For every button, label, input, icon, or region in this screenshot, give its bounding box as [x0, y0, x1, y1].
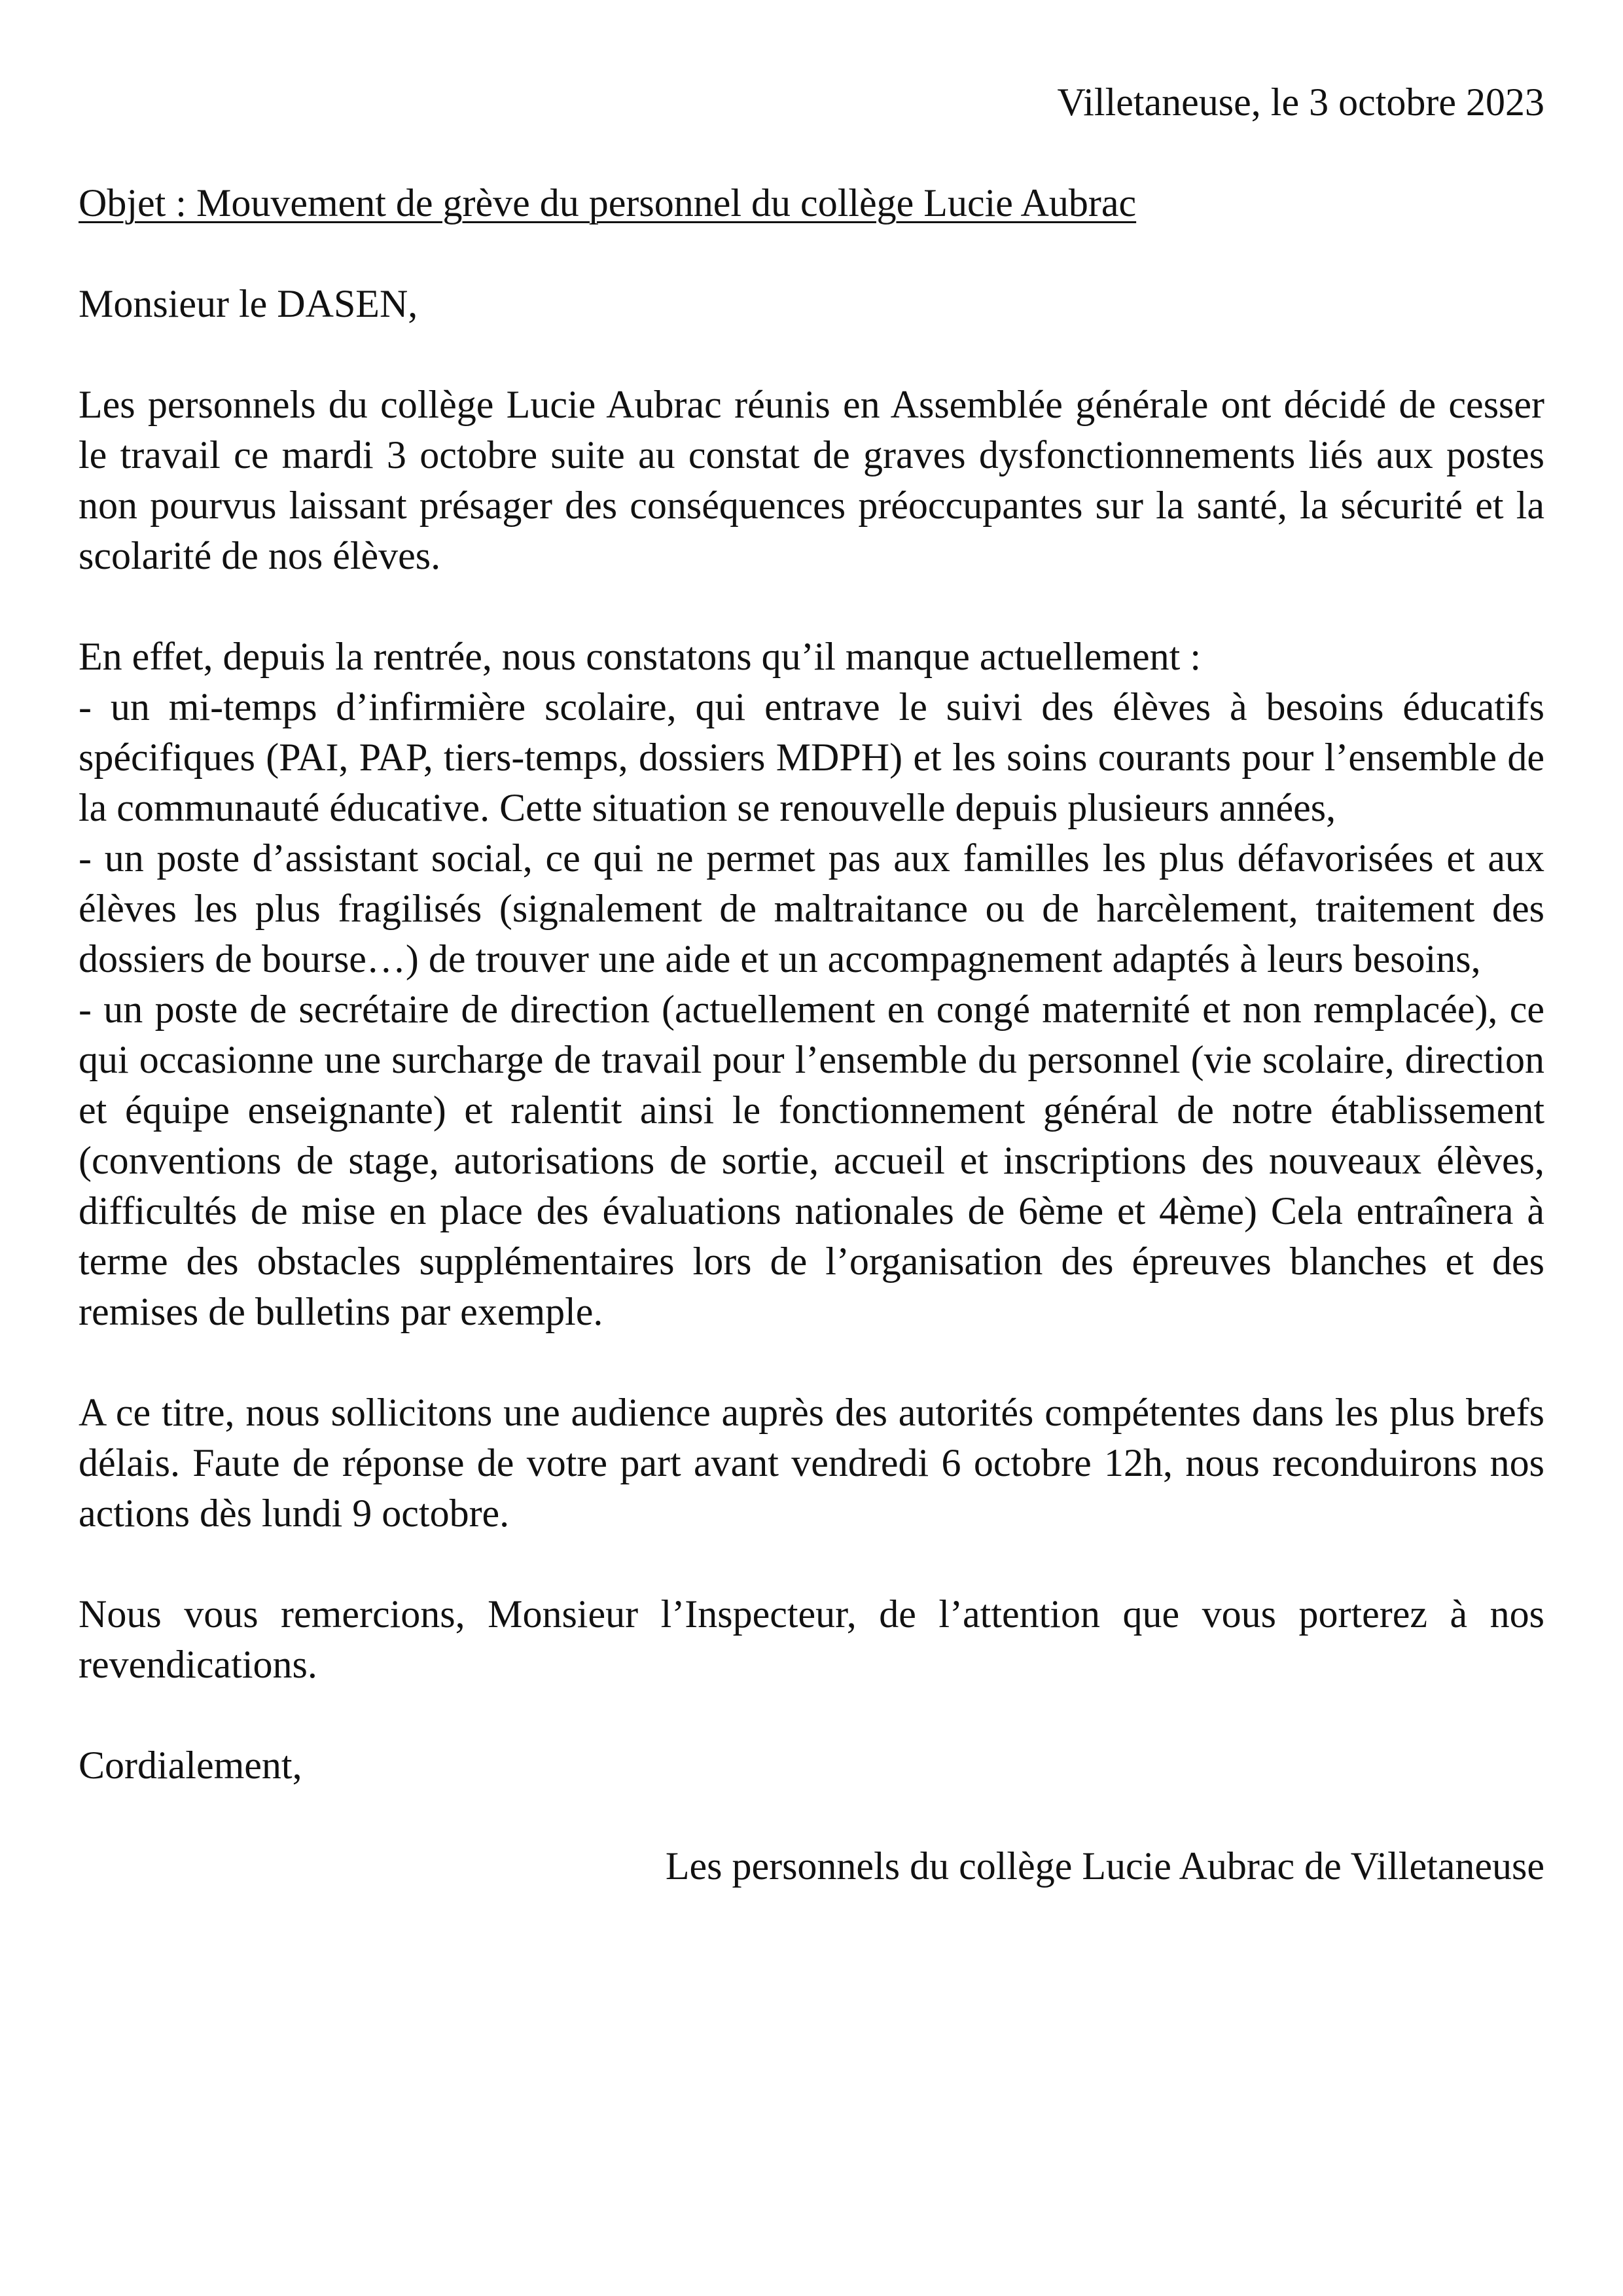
letter-body — [79, 77, 1544, 1892]
date-line: Villetaneuse, le 3 octobre 2023 — [1057, 81, 1544, 124]
subject-line: Objet : Mouvement de grève du personnel du collège Lucie Aubrac — [79, 181, 1137, 224]
list-item-nurse: - un mi-temps d’infirmière scolaire, qui entrave le suivi des élèves à besoins éducatifs spécifiques (PAI, PAP, tiers-temps, dossiers MDPH) et les soins courants pour l’ensemble de la communauté éducative. Cette situation se renouvelle depuis plusieurs années, — [79, 685, 1544, 829]
salutation: Monsieur le DASEN, — [79, 282, 418, 325]
list-item-secretary: - un poste de secrétaire de direction (actuellement en congé maternité et non remplacée), ce qui occasionne une surcharge de travail pour l’ensemble du personnel (vie scolaire, direction et équipe enseignante) et ralentit ainsi le fonctionnement général de notre établissement (conventions de stage, autorisations de sortie, accueil et inscriptions des nouveaux élèves, difficultés de mise en place des évaluations nationales de 6ème et 4ème) Cela entraînera à terme des obstacles supplémentaires lors de l’organisation des épreuves blanches et des remises de bulletins par exemple. — [79, 988, 1544, 1333]
paragraph-request: A ce titre, nous sollicitons une audience auprès des autorités compétentes dans les plus brefs délais. Faute de réponse de votre part avant vendredi 6 octobre 12h, nous reconduirons nos actions dès lundi 9 octobre. — [79, 1391, 1544, 1535]
missing-staff-section — [79, 632, 1544, 1337]
paragraph-thanks: Nous vous remercions, Monsieur l’Inspecteur, de l’attention que vous porterez à nos revendications. — [79, 1592, 1544, 1686]
paragraph-intro: Les personnels du collège Lucie Aubrac réunis en Assemblée générale ont décidé de cesser le travail ce mardi 3 octobre suite au constat de graves dysfonctionnements liés aux postes non pourvus laissant présager des conséquences préoccupantes sur la santé, la sécurité et la scolarité de nos élèves. — [79, 383, 1544, 577]
closing: Cordialement, — [79, 1744, 302, 1787]
list-intro: En effet, depuis la rentrée, nous constatons qu’il manque actuellement : — [79, 635, 1202, 678]
list-item-social-worker: - un poste d’assistant social, ce qui ne permet pas aux familles les plus défavorisées et aux élèves les plus fragilisés (signalement de maltraitance ou de harcèlement, traitement des dossiers de bourse…) de trouver une aide et un accompagnement adaptés à leurs besoins, — [79, 836, 1544, 980]
signature: Les personnels du collège Lucie Aubrac de Villetaneuse — [665, 1844, 1544, 1888]
